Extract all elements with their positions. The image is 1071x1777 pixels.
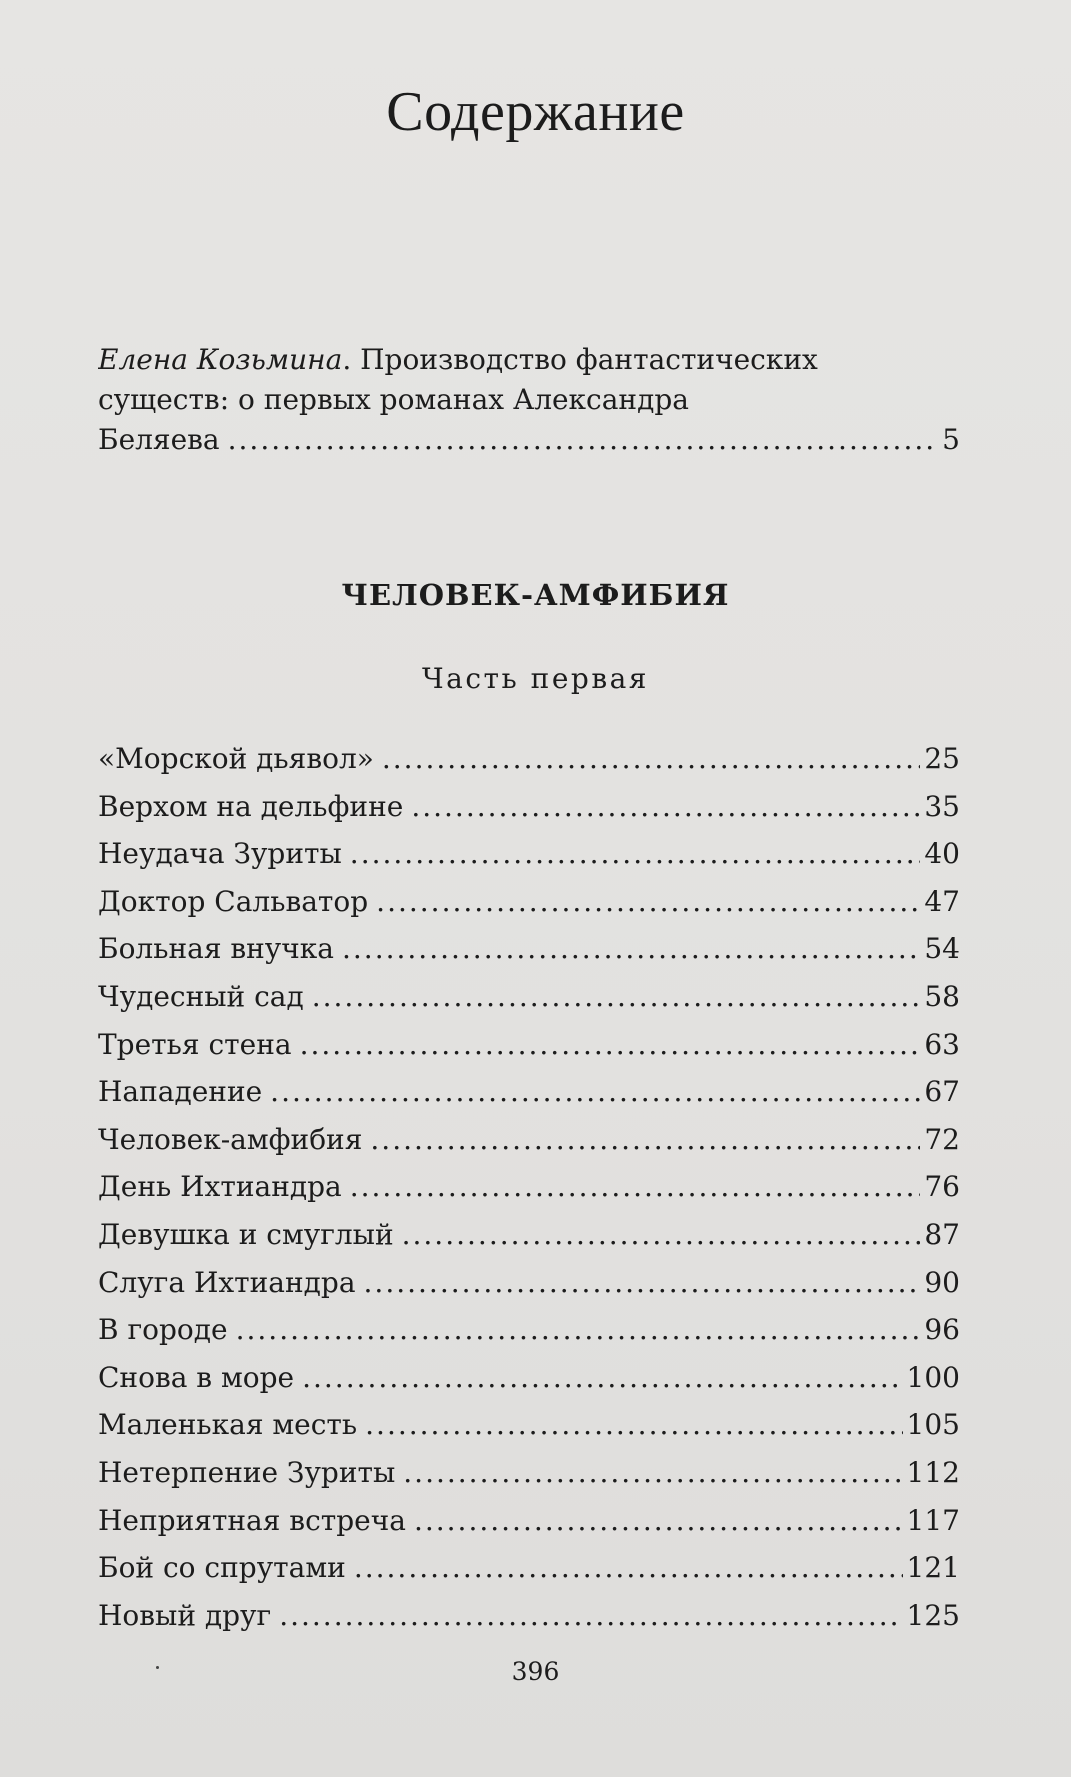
chapter-page-number: 63 <box>924 1027 960 1061</box>
chapter-entry <box>98 1211 960 1259</box>
chapter-page-number: 117 <box>906 1503 960 1537</box>
chapter-entry <box>98 1544 960 1592</box>
chapter-title: Девушка и смуглый <box>98 1217 394 1251</box>
chapter-list <box>98 735 960 1639</box>
dot-leader <box>402 1211 921 1259</box>
chapter-entry <box>98 1116 960 1164</box>
dot-leader <box>270 1068 920 1116</box>
chapter-title: Неприятная встреча <box>98 1503 406 1537</box>
chapter-title: Маленькая месть <box>98 1408 358 1442</box>
chapter-entry <box>98 1068 960 1116</box>
chapter-entry <box>98 1259 960 1307</box>
intro-page-number: 5 <box>942 423 960 456</box>
chapter-page-number: 90 <box>924 1265 960 1299</box>
dot-leader <box>228 420 939 460</box>
page-number: 396 <box>511 1657 560 1686</box>
chapter-page-number: 76 <box>924 1170 960 1204</box>
chapter-entry <box>98 973 960 1021</box>
chapter-title: Больная внучка <box>98 932 334 966</box>
chapter-page-number: 58 <box>924 979 960 1013</box>
intro-author: Елена Козьмина <box>98 343 343 376</box>
chapter-entry <box>98 925 960 973</box>
chapter-title: Третья стена <box>98 1027 292 1061</box>
chapter-page-number: 72 <box>924 1122 960 1156</box>
intro-line-2: существ: о первых романах Александра <box>98 383 689 416</box>
chapter-entry <box>98 1354 960 1402</box>
chapter-page-number: 100 <box>906 1360 960 1394</box>
section-title: ЧЕЛОВЕК-АМФИБИЯ <box>341 578 730 612</box>
chapter-page-number: 54 <box>924 932 960 966</box>
chapter-title: Доктор Сальватор <box>98 884 369 918</box>
chapter-title: Неудача Зуриты <box>98 837 342 871</box>
dot-leader <box>350 830 921 878</box>
dot-leader <box>364 1259 921 1307</box>
chapter-entry <box>98 830 960 878</box>
intro-title-start: . Производство фантастических <box>342 343 818 376</box>
dot-leader <box>382 735 920 783</box>
dot-leader <box>279 1592 902 1640</box>
dot-leader <box>302 1354 902 1402</box>
chapter-title: «Морской дьявол» <box>98 742 374 775</box>
dot-leader <box>236 1306 921 1354</box>
dot-leader <box>411 783 920 831</box>
dot-leader <box>370 1116 920 1164</box>
intro-line-3 <box>98 420 960 460</box>
dot-leader <box>376 878 920 926</box>
chapter-page-number: 112 <box>906 1455 960 1489</box>
chapter-entry <box>98 735 960 783</box>
chapter-title: Нетерпение Зуриты <box>98 1455 396 1489</box>
print-speck <box>156 1666 159 1669</box>
chapter-page-number: 47 <box>924 884 960 918</box>
dot-leader <box>403 1449 902 1497</box>
chapter-title: День Ихтиандра <box>98 1170 342 1204</box>
dot-leader <box>414 1497 903 1545</box>
dot-leader <box>365 1401 902 1449</box>
chapter-entry <box>98 1449 960 1497</box>
chapter-title: Новый друг <box>98 1598 272 1632</box>
chapter-page-number: 125 <box>906 1598 960 1632</box>
chapter-entry <box>98 1497 960 1545</box>
chapter-title: Бой со спрутами <box>98 1551 346 1585</box>
chapter-entry <box>98 1021 960 1069</box>
chapter-page-number: 40 <box>924 837 960 871</box>
chapter-entry <box>98 1592 960 1640</box>
dot-leader <box>312 973 921 1021</box>
chapter-page-number: 35 <box>924 789 960 823</box>
chapter-entry <box>98 783 960 831</box>
chapter-title: Снова в море <box>98 1360 295 1394</box>
page-title: Содержание <box>386 81 685 143</box>
chapter-title: Нападение <box>98 1075 263 1109</box>
intro-title-end: Беляева <box>98 423 220 456</box>
chapter-page-number: 67 <box>924 1075 960 1109</box>
chapter-page-number: 121 <box>906 1551 960 1585</box>
chapter-entry <box>98 1306 960 1354</box>
chapter-entry <box>98 878 960 926</box>
dot-leader <box>342 925 920 973</box>
dot-leader <box>300 1021 921 1069</box>
intro-line-1 <box>98 340 960 380</box>
chapter-page-number: 105 <box>906 1408 960 1442</box>
chapter-page-number: 87 <box>924 1217 960 1251</box>
chapter-title: Чудесный сад <box>98 979 304 1013</box>
chapter-title: Верхом на дельфине <box>98 789 404 823</box>
chapter-title: Слуга Ихтиандра <box>98 1265 356 1299</box>
chapter-entry <box>98 1163 960 1211</box>
chapter-page-number: 96 <box>924 1313 960 1347</box>
chapter-title: Человек-амфибия <box>98 1122 363 1156</box>
intro-entry <box>98 340 960 460</box>
chapter-entry <box>98 1401 960 1449</box>
dot-leader <box>354 1544 903 1592</box>
dot-leader <box>350 1163 921 1211</box>
part-title: Часть первая <box>422 662 649 695</box>
chapter-page-number: 25 <box>924 742 960 775</box>
chapter-title: В городе <box>98 1313 228 1347</box>
